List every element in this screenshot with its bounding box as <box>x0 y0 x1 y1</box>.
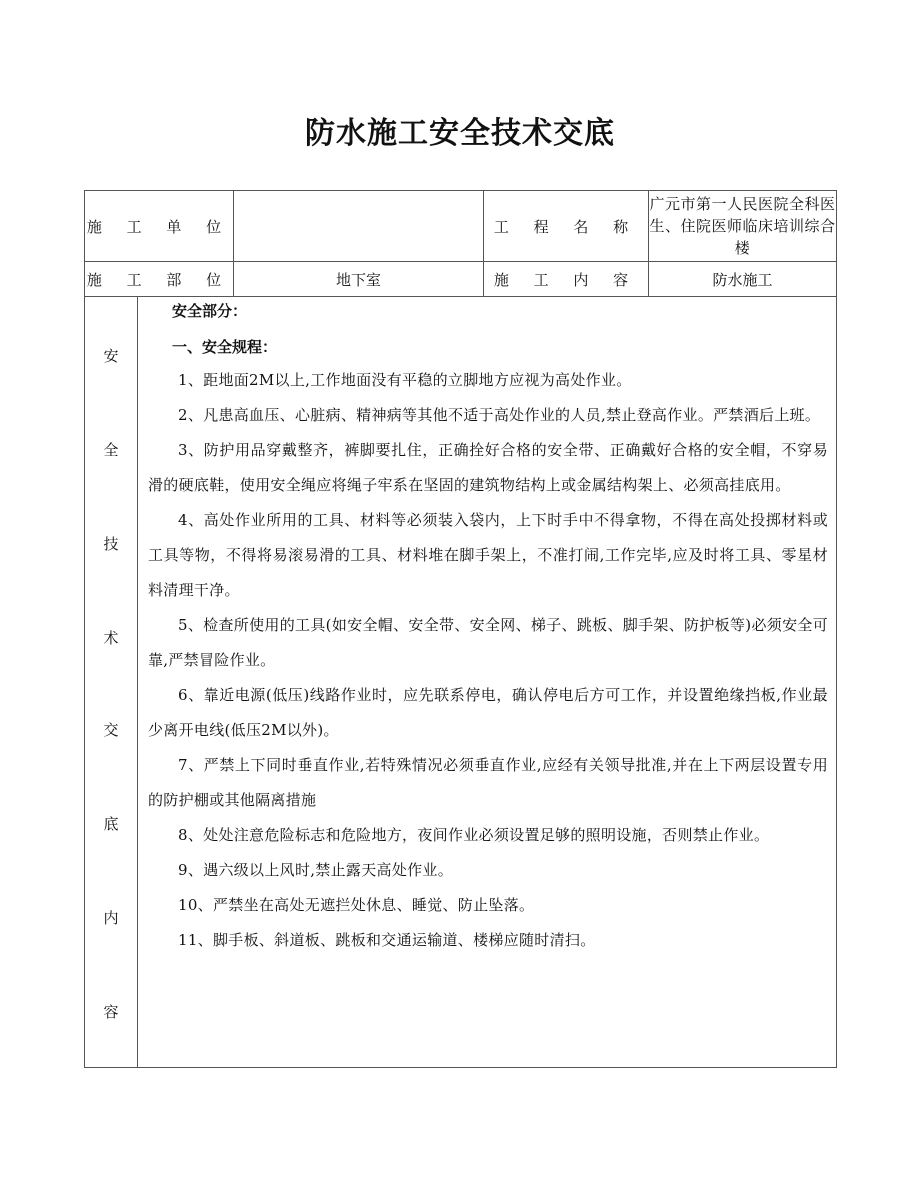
rule-paragraph: 6、靠近电源(低压)线路作业时，应先联系停电，确认停电后方可工作，并设置绝缘挡板,作业最少离开电线(低压2M以外)。 <box>148 686 828 739</box>
project-label: 工 程 名 称 <box>484 191 649 262</box>
side-label-char: 容 <box>103 1003 119 1021</box>
rule-paragraph: 9、遇六级以上风时,禁止露天高处作业。 <box>178 861 454 879</box>
rule-paragraph: 7、严禁上下同时垂直作业,若特殊情况必须垂直作业,应经有关领导批准,并在上下两层设置专用的防护棚或其他隔离措施 <box>148 756 828 809</box>
content-value: 防水施工 <box>649 262 837 297</box>
info-row-location <box>85 262 837 297</box>
rule-paragraph: 10、严禁坐在高处无遮拦处休息、睡觉、防止坠落。 <box>178 896 535 914</box>
side-label-char: 内 <box>103 909 119 927</box>
rule-paragraph: 4、高处作业所用的工具、材料等必须装入袋内，上下时手中不得拿物，不得在高处投掷材料或工具等物，不得将易滚易滑的工具、材料堆在脚手架上，不准打闹,工作完毕,应及时将工具、零星材料清理干净。 <box>148 511 828 599</box>
unit-value <box>234 191 484 262</box>
document-title: 防水施工安全技术交底 <box>305 116 615 151</box>
rule-paragraph: 5、检查所使用的工具(如安全帽、安全带、安全网、梯子、跳板、脚手架、防护板等)必须安全可靠,严禁冒险作业。 <box>148 616 828 669</box>
content-body <box>138 297 837 1068</box>
location-value: 地下室 <box>234 262 484 297</box>
unit-label: 施 工 单 位 <box>85 191 234 262</box>
subsection-title: 一、安全规程： <box>172 338 278 356</box>
content-table <box>84 296 837 1068</box>
rule-paragraph: 3、防护用品穿戴整齐，裤脚要扎住，正确拴好合格的安全带、正确戴好合格的安全帽，不穿易滑的硬底鞋，使用安全绳应将绳子牢系在坚固的建筑物结构上或金属结构架上、必须高挂底用。 <box>148 441 828 494</box>
side-label-char: 交 <box>103 721 119 739</box>
side-label-char: 安 <box>103 347 119 365</box>
side-label-char: 技 <box>103 535 119 553</box>
rule-paragraph: 1、距地面2M以上,工作地面没有平稳的立脚地方应视为高处作业。 <box>178 371 632 389</box>
location-label: 施 工 部 位 <box>85 262 234 297</box>
rule-paragraph: 2、凡患高血压、心脏病、精神病等其他不适于高处作业的人员,禁止登高作业。严禁酒后上班。 <box>178 406 821 424</box>
info-table <box>84 190 837 297</box>
section-title: 安全部分： <box>172 302 248 320</box>
project-value: 广元市第一人民医院全科医生、住院医师临床培训综合楼 <box>649 191 837 262</box>
side-label <box>85 297 138 1068</box>
info-row-unit <box>85 191 837 262</box>
side-label-char: 全 <box>103 441 119 459</box>
side-label-char: 术 <box>103 629 119 647</box>
side-label-char: 底 <box>103 815 119 833</box>
rule-paragraph: 11、脚手板、斜道板、跳板和交通运输道、楼梯应随时清扫。 <box>178 931 596 949</box>
content-label: 施 工 内 容 <box>484 262 649 297</box>
rule-paragraph: 8、处处注意危险标志和危险地方，夜间作业必须设置足够的照明设施，否则禁止作业。 <box>178 826 770 844</box>
